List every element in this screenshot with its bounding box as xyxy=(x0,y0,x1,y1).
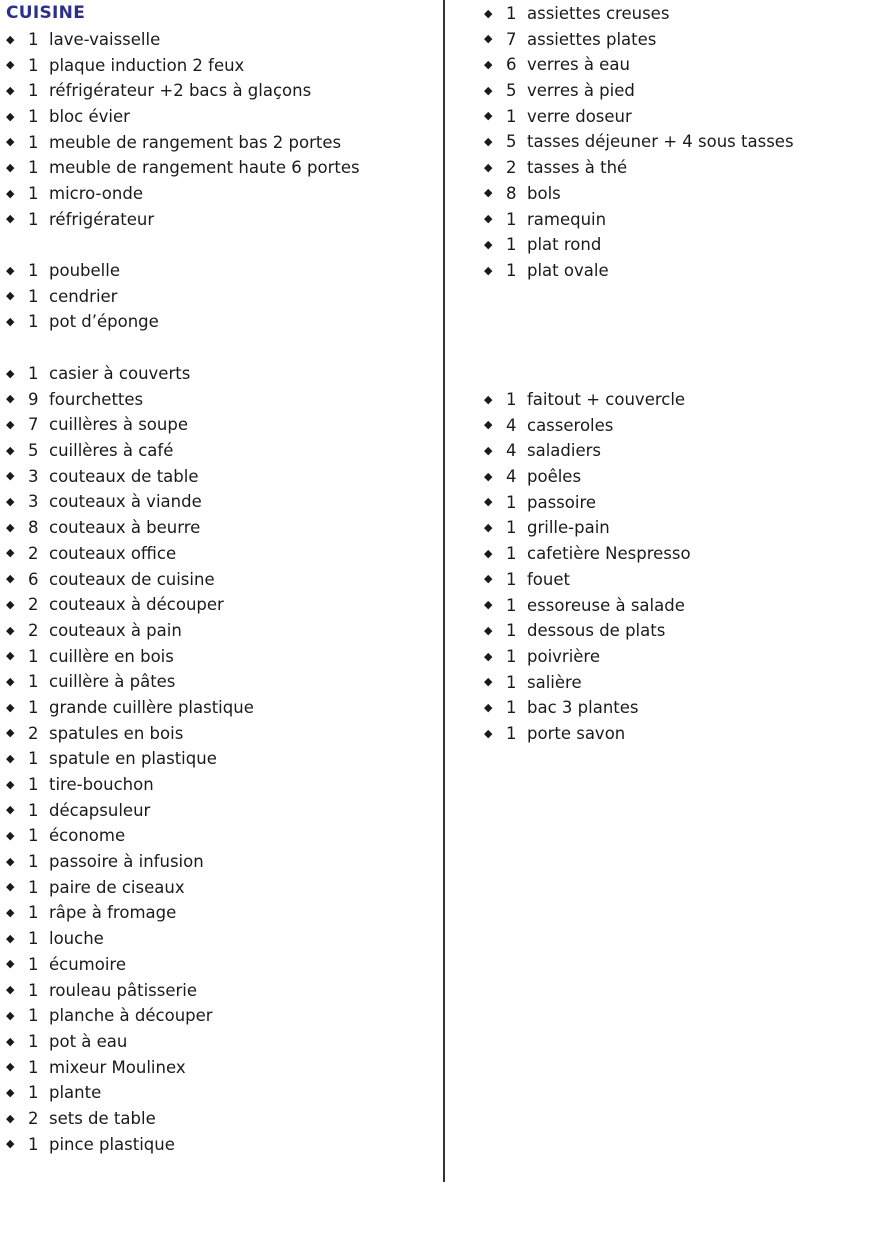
list-item xyxy=(484,78,864,104)
list-item xyxy=(6,1003,436,1029)
item-label: plante xyxy=(49,1083,102,1103)
list-item xyxy=(6,1080,436,1106)
item-quantity: 5 xyxy=(506,132,517,152)
item-label: verres à pied xyxy=(527,81,635,101)
list-item xyxy=(6,1055,436,1081)
item-quantity: 3 xyxy=(28,492,39,512)
list-item xyxy=(484,567,864,593)
bullet-icon: ◆ xyxy=(484,135,493,149)
item-quantity: 1 xyxy=(28,1083,39,1103)
list-item xyxy=(484,232,864,258)
bullet-icon: ◆ xyxy=(6,263,15,277)
bullet-icon: ◆ xyxy=(484,572,493,586)
list-item xyxy=(484,670,864,696)
item-quantity: 4 xyxy=(506,467,517,487)
bullet-icon: ◆ xyxy=(6,392,15,406)
list-item xyxy=(6,592,436,618)
item-label: tasses à thé xyxy=(527,158,628,178)
bullet-icon: ◆ xyxy=(484,726,493,740)
item-quantity: 1 xyxy=(28,852,39,872)
item-quantity: 5 xyxy=(506,81,517,101)
bullet-icon: ◆ xyxy=(6,58,15,72)
item-label: plat rond xyxy=(527,235,602,255)
bullet-icon: ◆ xyxy=(6,469,15,483)
item-quantity: 6 xyxy=(506,55,517,75)
item-label: plat ovale xyxy=(527,260,609,280)
list-item xyxy=(6,541,436,567)
item-quantity: 5 xyxy=(28,441,39,461)
list-item xyxy=(484,181,864,207)
item-quantity: 1 xyxy=(28,1031,39,1051)
list-item xyxy=(6,130,436,156)
bullet-icon: ◆ xyxy=(484,186,493,200)
item-quantity: 1 xyxy=(28,697,39,717)
bullet-icon: ◆ xyxy=(6,803,15,817)
bullet-icon: ◆ xyxy=(484,32,493,46)
item-quantity: 1 xyxy=(506,698,517,718)
item-label: cuillères à café xyxy=(49,441,174,461)
list-item xyxy=(6,644,436,670)
list-item xyxy=(6,155,436,181)
list-item xyxy=(6,875,436,901)
item-quantity: 1 xyxy=(506,672,517,692)
bullet-icon: ◆ xyxy=(484,598,493,612)
item-label: essoreuse à salade xyxy=(527,595,685,615)
list-item xyxy=(6,567,436,593)
item-label: couteaux à pain xyxy=(49,620,182,640)
list-item xyxy=(6,207,436,233)
item-quantity: 9 xyxy=(28,389,39,409)
bullet-icon: ◆ xyxy=(6,212,15,226)
item-label: cuillère en bois xyxy=(49,646,174,666)
item-quantity: 1 xyxy=(28,672,39,692)
list-item xyxy=(6,695,436,721)
list-item xyxy=(6,284,436,310)
bullet-icon: ◆ xyxy=(6,700,15,714)
item-quantity: 2 xyxy=(28,543,39,563)
item-quantity: 2 xyxy=(28,723,39,743)
item-quantity: 1 xyxy=(28,1057,39,1077)
list-item xyxy=(6,849,436,875)
item-label: râpe à fromage xyxy=(49,903,177,923)
bullet-icon: ◆ xyxy=(6,109,15,123)
bullet-icon: ◆ xyxy=(484,546,493,560)
list-item xyxy=(484,541,864,567)
item-quantity: 3 xyxy=(28,466,39,486)
bullet-icon: ◆ xyxy=(6,161,15,175)
list-item xyxy=(6,926,436,952)
item-label: saladiers xyxy=(527,441,601,461)
item-label: ramequin xyxy=(527,209,607,229)
item-quantity: 1 xyxy=(28,209,39,229)
list-item xyxy=(484,258,864,284)
bullet-icon: ◆ xyxy=(484,700,493,714)
item-quantity: 1 xyxy=(28,312,39,332)
bullet-icon: ◆ xyxy=(6,443,15,457)
bullet-icon: ◆ xyxy=(484,495,493,509)
kitchen-appliances-list xyxy=(6,27,436,233)
bullet-icon: ◆ xyxy=(6,1111,15,1125)
item-label: économe xyxy=(49,826,126,846)
bullet-icon: ◆ xyxy=(6,135,15,149)
item-quantity: 1 xyxy=(506,260,517,280)
item-quantity: 4 xyxy=(506,415,517,435)
item-label: bac 3 plantes xyxy=(527,698,639,718)
bullet-icon: ◆ xyxy=(6,1060,15,1074)
bullet-icon: ◆ xyxy=(484,212,493,226)
item-label: passoire à infusion xyxy=(49,852,204,872)
item-label: plaque induction 2 feux xyxy=(49,55,245,75)
list-item xyxy=(6,104,436,130)
column-divider xyxy=(443,0,445,1182)
list-item xyxy=(484,155,864,181)
bullet-icon: ◆ xyxy=(6,84,15,98)
item-label: couteaux à viande xyxy=(49,492,202,512)
item-label: porte savon xyxy=(527,723,626,743)
item-label: assiettes creuses xyxy=(527,4,670,23)
item-quantity: 1 xyxy=(506,621,517,641)
item-label: casier à couverts xyxy=(49,364,191,383)
item-quantity: 1 xyxy=(506,390,517,409)
list-item xyxy=(6,78,436,104)
item-label: grande cuillère plastique xyxy=(49,697,254,717)
list-item xyxy=(484,413,864,439)
bullet-icon: ◆ xyxy=(484,675,493,689)
item-label: verre doseur xyxy=(527,106,632,126)
list-item xyxy=(6,489,436,515)
item-quantity: 1 xyxy=(506,4,517,23)
item-label: rouleau pâtisserie xyxy=(49,980,198,1000)
item-quantity: 1 xyxy=(28,55,39,75)
list-item xyxy=(484,721,864,747)
list-item xyxy=(6,978,436,1004)
list-item xyxy=(484,464,864,490)
bullet-icon: ◆ xyxy=(6,623,15,637)
list-item xyxy=(6,464,436,490)
list-item xyxy=(6,361,436,387)
item-label: paire de ciseaux xyxy=(49,877,185,897)
item-label: louche xyxy=(49,929,104,949)
item-label: verres à eau xyxy=(527,55,630,75)
list-item xyxy=(484,644,864,670)
item-label: salière xyxy=(527,672,582,692)
list-item xyxy=(484,52,864,78)
list-item xyxy=(6,1029,436,1055)
bullet-icon: ◆ xyxy=(484,521,493,535)
item-label: planche à découper xyxy=(49,1006,213,1026)
item-label: cuillères à soupe xyxy=(49,415,188,435)
item-label: micro-onde xyxy=(49,184,143,204)
item-label: couteaux office xyxy=(49,543,177,563)
bullet-icon: ◆ xyxy=(484,418,493,432)
item-quantity: 1 xyxy=(28,184,39,204)
item-quantity: 1 xyxy=(28,800,39,820)
item-label: cafetière Nespresso xyxy=(527,544,691,564)
bullet-icon: ◆ xyxy=(6,777,15,791)
list-item xyxy=(484,438,864,464)
item-quantity: 1 xyxy=(28,364,39,383)
item-label: poêles xyxy=(527,467,582,487)
bullet-icon: ◆ xyxy=(6,983,15,997)
bullet-icon: ◆ xyxy=(484,237,493,251)
bullet-icon: ◆ xyxy=(6,829,15,843)
list-item xyxy=(6,258,436,284)
item-label: poubelle xyxy=(49,261,120,280)
bullet-icon: ◆ xyxy=(6,418,15,432)
bullet-icon: ◆ xyxy=(6,674,15,688)
bullet-icon: ◆ xyxy=(484,392,493,406)
item-quantity: 1 xyxy=(28,903,39,923)
item-label: spatules en bois xyxy=(49,723,184,743)
list-item xyxy=(484,490,864,516)
list-item xyxy=(484,387,864,413)
item-quantity: 1 xyxy=(506,209,517,229)
list-item xyxy=(6,387,436,413)
bullet-icon: ◆ xyxy=(6,315,15,329)
item-label: assiettes plates xyxy=(527,29,657,49)
bullet-icon: ◆ xyxy=(6,854,15,868)
item-label: cendrier xyxy=(49,286,118,306)
bullet-icon: ◆ xyxy=(6,597,15,611)
item-label: sets de table xyxy=(49,1108,156,1128)
item-label: écumoire xyxy=(49,954,127,974)
item-quantity: 1 xyxy=(28,646,39,666)
bullet-icon: ◆ xyxy=(484,58,493,72)
item-label: tire-bouchon xyxy=(49,775,154,794)
bullet-icon: ◆ xyxy=(484,444,493,458)
item-label: grille-pain xyxy=(527,518,610,538)
item-quantity: 1 xyxy=(506,235,517,255)
item-label: couteaux à beurre xyxy=(49,518,201,538)
item-quantity: 2 xyxy=(28,1108,39,1128)
bullet-icon: ◆ xyxy=(6,957,15,971)
bullet-icon: ◆ xyxy=(484,83,493,97)
list-item xyxy=(6,823,436,849)
item-label: casseroles xyxy=(527,415,614,435)
item-label: spatule en plastique xyxy=(49,749,217,769)
bullet-icon: ◆ xyxy=(484,469,493,483)
item-quantity: 1 xyxy=(28,929,39,949)
bullet-icon: ◆ xyxy=(484,109,493,123)
bullet-icon: ◆ xyxy=(6,751,15,765)
item-quantity: 8 xyxy=(28,518,39,538)
list-item xyxy=(6,438,436,464)
bullet-icon: ◆ xyxy=(6,546,15,560)
bullet-icon: ◆ xyxy=(484,649,493,663)
item-quantity: 1 xyxy=(28,158,39,178)
bullet-icon: ◆ xyxy=(484,263,493,277)
list-item xyxy=(484,1,864,27)
list-item xyxy=(6,309,436,335)
item-quantity: 1 xyxy=(28,980,39,1000)
item-label: couteaux de table xyxy=(49,466,199,486)
item-quantity: 8 xyxy=(506,183,517,203)
list-item xyxy=(6,952,436,978)
list-item xyxy=(484,207,864,233)
item-label: couteaux à découper xyxy=(49,595,224,615)
item-quantity: 2 xyxy=(506,158,517,178)
item-label: faitout + couvercle xyxy=(527,390,686,409)
bullet-icon: ◆ xyxy=(484,623,493,637)
misc-items-list xyxy=(6,258,436,335)
bullet-icon: ◆ xyxy=(6,931,15,945)
page-title: CUISINE xyxy=(6,3,86,23)
item-quantity: 1 xyxy=(28,107,39,127)
item-label: lave-vaisselle xyxy=(49,30,161,49)
bullet-icon: ◆ xyxy=(6,1008,15,1022)
item-quantity: 2 xyxy=(28,595,39,615)
item-quantity: 1 xyxy=(28,1134,39,1154)
bullet-icon: ◆ xyxy=(6,520,15,534)
item-label: pot à eau xyxy=(49,1031,128,1051)
item-label: passoire xyxy=(527,492,597,512)
item-quantity: 1 xyxy=(28,954,39,974)
list-item xyxy=(6,1106,436,1132)
tableware-list xyxy=(484,1,864,284)
item-label: meuble de rangement bas 2 portes xyxy=(49,132,342,152)
item-quantity: 7 xyxy=(506,29,517,49)
item-label: pot d’éponge xyxy=(49,312,159,332)
bullet-icon: ◆ xyxy=(6,906,15,920)
item-label: fouet xyxy=(527,569,570,589)
item-quantity: 1 xyxy=(506,569,517,589)
item-label: réfrigérateur +2 bacs à glaçons xyxy=(49,81,312,101)
list-item xyxy=(6,53,436,79)
bullet-icon: ◆ xyxy=(484,160,493,174)
list-item xyxy=(484,129,864,155)
item-label: décapsuleur xyxy=(49,800,151,820)
item-quantity: 6 xyxy=(28,569,39,589)
item-label: couteaux de cuisine xyxy=(49,569,215,589)
bullet-icon: ◆ xyxy=(6,366,15,380)
cookware-list xyxy=(484,387,864,747)
bullet-icon: ◆ xyxy=(6,726,15,740)
item-label: réfrigérateur xyxy=(49,209,155,229)
item-label: dessous de plats xyxy=(527,621,666,641)
item-quantity: 1 xyxy=(506,518,517,538)
list-item xyxy=(484,695,864,721)
bullet-icon: ◆ xyxy=(6,572,15,586)
item-quantity: 1 xyxy=(506,723,517,743)
list-item xyxy=(484,27,864,53)
bullet-icon: ◆ xyxy=(6,289,15,303)
item-quantity: 1 xyxy=(506,106,517,126)
item-label: tasses déjeuner + 4 sous tasses xyxy=(527,132,794,152)
list-item xyxy=(484,593,864,619)
list-item xyxy=(6,515,436,541)
item-label: pince plastique xyxy=(49,1134,175,1154)
list-item xyxy=(6,900,436,926)
list-item xyxy=(6,1132,436,1158)
item-label: meuble de rangement haute 6 portes xyxy=(49,158,360,178)
item-label: poivrière xyxy=(527,646,601,666)
list-item xyxy=(6,412,436,438)
item-quantity: 4 xyxy=(506,441,517,461)
item-quantity: 1 xyxy=(28,261,39,280)
item-quantity: 1 xyxy=(506,492,517,512)
item-quantity: 1 xyxy=(28,775,39,794)
item-quantity: 7 xyxy=(28,415,39,435)
item-label: cuillère à pâtes xyxy=(49,672,176,692)
item-quantity: 1 xyxy=(28,826,39,846)
bullet-icon: ◆ xyxy=(6,186,15,200)
utensils-list xyxy=(6,361,436,1157)
item-label: mixeur Moulinex xyxy=(49,1057,186,1077)
item-quantity: 1 xyxy=(28,286,39,306)
bullet-icon: ◆ xyxy=(6,649,15,663)
list-item xyxy=(484,104,864,130)
bullet-icon: ◆ xyxy=(6,1034,15,1048)
item-quantity: 1 xyxy=(28,81,39,101)
list-item xyxy=(6,181,436,207)
item-quantity: 1 xyxy=(506,595,517,615)
bullet-icon: ◆ xyxy=(6,495,15,509)
list-item xyxy=(6,669,436,695)
list-item xyxy=(484,515,864,541)
item-quantity: 1 xyxy=(506,646,517,666)
list-item xyxy=(6,746,436,772)
bullet-icon: ◆ xyxy=(6,32,15,46)
item-label: bloc évier xyxy=(49,107,130,127)
bullet-icon: ◆ xyxy=(6,880,15,894)
item-quantity: 1 xyxy=(28,132,39,152)
item-quantity: 2 xyxy=(28,620,39,640)
list-item xyxy=(6,618,436,644)
list-item xyxy=(6,27,436,53)
list-item xyxy=(6,772,436,798)
item-quantity: 1 xyxy=(506,544,517,564)
list-item xyxy=(6,798,436,824)
item-quantity: 1 xyxy=(28,30,39,49)
bullet-icon: ◆ xyxy=(6,1137,15,1151)
list-item xyxy=(6,721,436,747)
bullet-icon: ◆ xyxy=(6,1085,15,1099)
item-label: fourchettes xyxy=(49,389,144,409)
item-quantity: 1 xyxy=(28,877,39,897)
item-quantity: 1 xyxy=(28,1006,39,1026)
item-label: bols xyxy=(527,183,561,203)
bullet-icon: ◆ xyxy=(484,6,493,20)
list-item xyxy=(484,618,864,644)
item-quantity: 1 xyxy=(28,749,39,769)
